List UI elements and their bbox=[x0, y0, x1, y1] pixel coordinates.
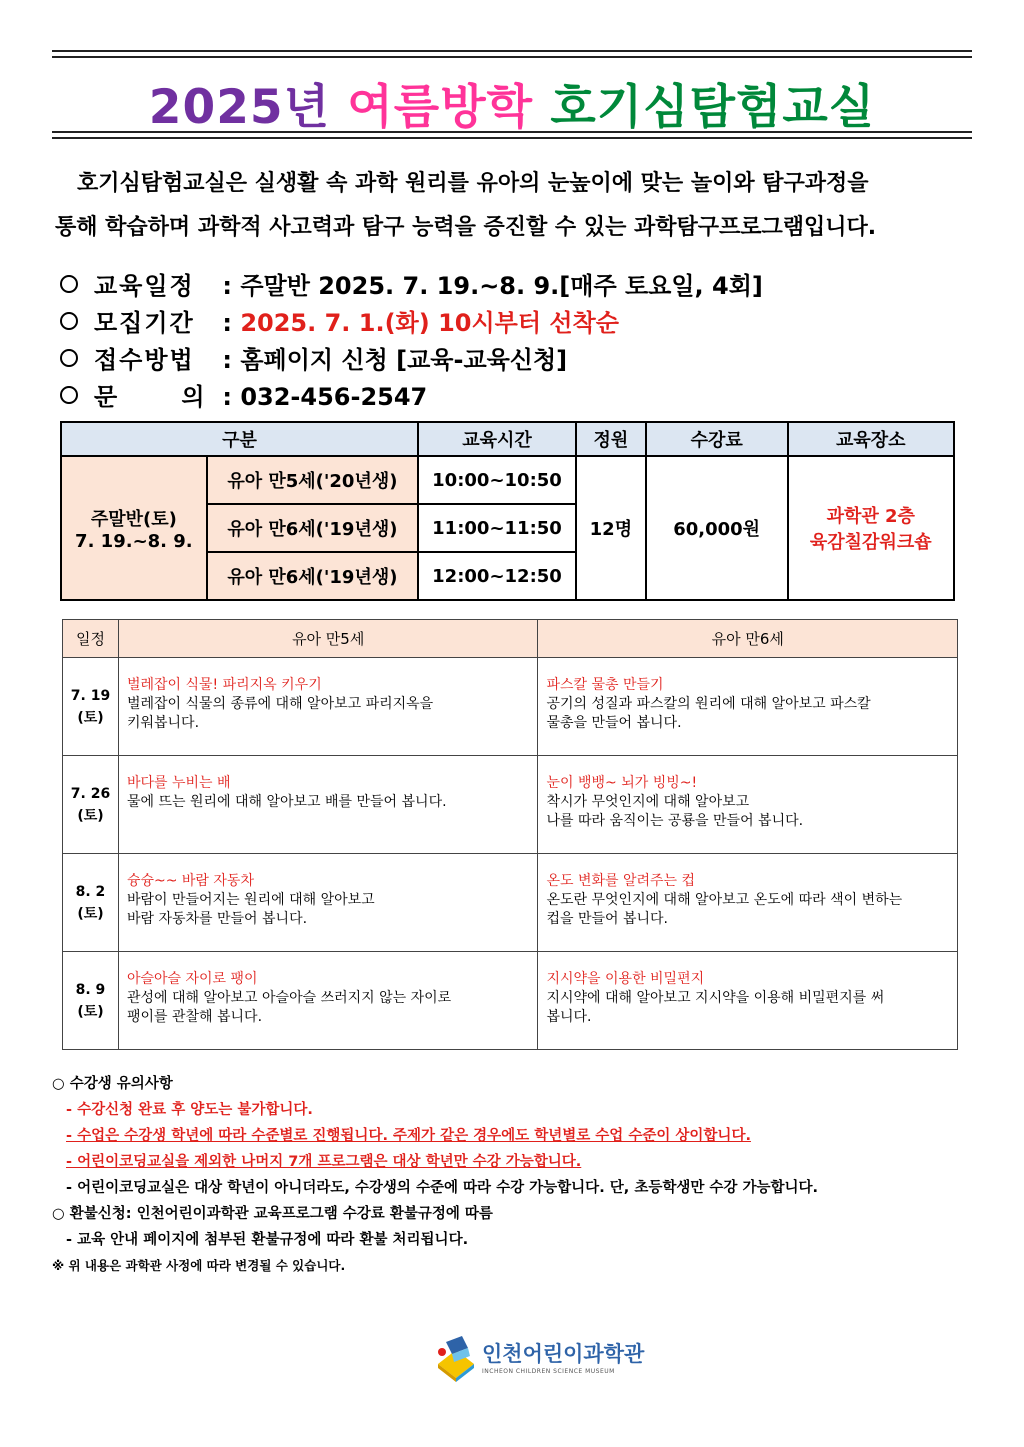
weekday-text: (토) bbox=[77, 807, 104, 824]
program-cell-age6 bbox=[538, 854, 958, 952]
date-text: 7. 26 bbox=[70, 785, 111, 802]
title-rule-bottom-2 bbox=[52, 137, 972, 139]
program-desc: 봅니다. bbox=[546, 1009, 592, 1025]
date-cell bbox=[63, 952, 119, 1050]
notes-heading-caution: ○ 수강생 유의사항 bbox=[52, 1076, 173, 1092]
museum-logo-name: 인천어린이과학관 bbox=[482, 1342, 645, 1366]
program-cell-age5 bbox=[118, 756, 538, 854]
program-desc: 물에 뜨는 원리에 대해 알아보고 배를 만들어 봅니다. bbox=[126, 794, 447, 810]
note-coding-class: - 어린이코딩교실은 대상 학년이 아니더라도, 수강생의 수준에 따라 수강 가능합니다. 단, 초등학생만 수강 가능합니다. bbox=[66, 1180, 819, 1196]
time-cell: 10:00~10:50 bbox=[418, 456, 576, 504]
weekday-text: (토) bbox=[77, 905, 104, 922]
fee-cell: 60,000원 bbox=[646, 456, 788, 600]
info-sep: : bbox=[222, 383, 232, 411]
header-age5: 유아 만5세 bbox=[118, 620, 538, 658]
program-title: 바다를 누비는 배 bbox=[126, 775, 231, 791]
info-sep: : bbox=[222, 346, 232, 374]
program-title: 눈이 뱅뱅~ 뇌가 빙빙~! bbox=[546, 775, 698, 791]
header-fee: 수강료 bbox=[646, 422, 788, 456]
info-label: 교육일정 bbox=[94, 272, 195, 300]
museum-logo-icon bbox=[432, 1334, 480, 1382]
info-list bbox=[60, 268, 763, 416]
header-time: 교육시간 bbox=[418, 422, 576, 456]
title-rule-bottom-1 bbox=[52, 131, 972, 133]
footnote: ※ 위 내용은 과학관 사정에 따라 변경될 수 있습니다. bbox=[52, 1258, 346, 1273]
note-level-by-grade: - 수업은 수강생 학년에 따라 수준별로 진행됩니다. 주제가 같은 경우에도 학년별로 수업 수준이 상이합니다. bbox=[66, 1128, 751, 1144]
info-value: 주말반 2025. 7. 19.~8. 9.[매주 토요일, 4회] bbox=[240, 272, 763, 300]
program-title: 슝슝~~ 바람 자동차 bbox=[126, 873, 254, 889]
title-summer: 여름방학 bbox=[347, 80, 533, 135]
program-desc: 지시약에 대해 알아보고 지시약을 이용해 비밀편지를 써 bbox=[546, 990, 885, 1006]
circle-bullet-icon bbox=[60, 312, 78, 330]
program-cell-age6 bbox=[538, 756, 958, 854]
header-age6: 유아 만6세 bbox=[538, 620, 958, 658]
program-cell-age6 bbox=[538, 952, 958, 1050]
program-table bbox=[62, 619, 958, 1050]
program-desc: 컵을 만들어 봅니다. bbox=[546, 911, 669, 927]
header-date: 일정 bbox=[63, 620, 119, 658]
program-title: 파스칼 물총 만들기 bbox=[546, 677, 664, 693]
place-line-1: 과학관 2층 bbox=[826, 506, 915, 527]
program-desc: 온도란 무엇인지에 대해 알아보고 온도에 따라 색이 변하는 bbox=[546, 892, 903, 908]
intro-line-2: 통해 학습하며 과학적 사고력과 탐구 능력을 증진할 수 있는 과학탐구프로그램입니다. bbox=[55, 215, 877, 240]
program-title: 아슬아슬 자이로 팽이 bbox=[126, 971, 258, 987]
intro-line-1: 호기심탐험교실은 실생활 속 과학 원리를 유아의 눈높이에 맞는 놀이와 탐구과정을 bbox=[77, 171, 869, 196]
program-title: 벌레잡이 식물! 파리지옥 키우기 bbox=[126, 677, 322, 693]
museum-logo bbox=[432, 1334, 645, 1384]
place-cell bbox=[788, 456, 954, 600]
info-label: 접수방법 bbox=[94, 346, 195, 374]
program-desc: 나를 따라 움직이는 공룡을 만들어 봅니다. bbox=[546, 813, 804, 829]
program-row bbox=[63, 658, 958, 756]
schedule-table bbox=[60, 421, 955, 601]
program-desc: 팽이를 관찰해 봅니다. bbox=[126, 1009, 263, 1025]
circle-bullet-icon bbox=[60, 275, 78, 293]
intro-paragraph bbox=[55, 162, 970, 250]
class-cell bbox=[61, 456, 207, 600]
program-desc: 물총을 만들어 봅니다. bbox=[546, 715, 682, 731]
program-cell-age5 bbox=[118, 854, 538, 952]
title-year: 2025년 bbox=[148, 80, 331, 135]
program-desc: 착시가 무엇인지에 대해 알아보고 bbox=[546, 794, 750, 810]
program-desc: 관성에 대해 알아보고 아슬아슬 쓰러지지 않는 자이로 bbox=[126, 990, 452, 1006]
schedule-row bbox=[61, 456, 954, 504]
program-desc: 키워봅니다. bbox=[126, 715, 200, 731]
program-row bbox=[63, 854, 958, 952]
note-target-grade-only: - 어린이코딩교실을 제외한 나머지 7개 프로그램은 대상 학년만 수강 가능합니다. bbox=[66, 1154, 582, 1170]
title-rule-top-1 bbox=[52, 50, 972, 52]
program-cell-age5 bbox=[118, 658, 538, 756]
info-value: 2025. 7. 1.(화) 10시부터 선착순 bbox=[240, 309, 619, 337]
program-desc: 벌레잡이 식물의 종류에 대해 알아보고 파리지옥을 bbox=[126, 696, 434, 712]
group-cell: 유아 만5세('20년생) bbox=[207, 456, 418, 504]
circle-bullet-icon bbox=[60, 386, 78, 404]
header-place: 교육장소 bbox=[788, 422, 954, 456]
class-dates: 7. 19.~8. 9. bbox=[75, 530, 193, 552]
weekday-text: (토) bbox=[77, 709, 104, 726]
weekday-text: (토) bbox=[77, 1003, 104, 1020]
place-line-2: 육감칠감워크숍 bbox=[809, 532, 932, 553]
header-capacity: 정원 bbox=[576, 422, 646, 456]
info-label: 문 의 bbox=[94, 383, 207, 411]
date-text: 8. 2 bbox=[75, 883, 106, 900]
class-name: 주말반(토) bbox=[90, 508, 177, 530]
info-apply-method bbox=[60, 342, 763, 379]
time-cell: 11:00~11:50 bbox=[418, 504, 576, 552]
date-cell bbox=[63, 756, 119, 854]
date-text: 7. 19 bbox=[70, 687, 111, 704]
museum-logo-subtitle: INCHEON CHILDREN SCIENCE MUSEUM bbox=[482, 1368, 615, 1375]
info-sep: : bbox=[222, 272, 232, 300]
info-sep: : bbox=[222, 309, 232, 337]
program-title: 온도 변화를 알려주는 컵 bbox=[546, 873, 696, 889]
capacity-cell: 12명 bbox=[576, 456, 646, 600]
note-no-transfer: - 수강신청 완료 후 양도는 불가합니다. bbox=[66, 1102, 313, 1118]
program-desc: 바람 자동차를 만들어 봅니다. bbox=[126, 911, 308, 927]
program-row bbox=[63, 756, 958, 854]
program-row bbox=[63, 952, 958, 1050]
info-schedule bbox=[60, 268, 763, 305]
title-rule-top-2 bbox=[52, 56, 972, 58]
header-category: 구분 bbox=[61, 422, 418, 456]
program-desc: 바람이 만들어지는 원리에 대해 알아보고 bbox=[126, 892, 375, 908]
notes-heading-refund: ○ 환불신청: 인천어린이과학관 교육프로그램 수강료 환불규정에 따름 bbox=[52, 1206, 493, 1222]
schedule-header-row bbox=[61, 422, 954, 456]
program-header-row bbox=[63, 620, 958, 658]
circle-bullet-icon bbox=[60, 349, 78, 367]
group-cell: 유아 만6세('19년생) bbox=[207, 504, 418, 552]
info-value: 홈페이지 신청 [교육-교육신청] bbox=[240, 346, 568, 374]
program-cell-age6 bbox=[538, 658, 958, 756]
page-title bbox=[52, 70, 972, 137]
info-value: 032-456-2547 bbox=[240, 383, 428, 411]
note-refund: - 교육 안내 페이지에 첨부된 환불규정에 따라 환불 처리됩니다. bbox=[66, 1232, 469, 1248]
title-program: 호기심탐험교실 bbox=[550, 80, 876, 135]
program-title: 지시약을 이용한 비밀편지 bbox=[546, 971, 705, 987]
group-cell: 유아 만6세('19년생) bbox=[207, 552, 418, 600]
time-cell: 12:00~12:50 bbox=[418, 552, 576, 600]
info-recruit-period bbox=[60, 305, 763, 342]
program-desc: 공기의 성질과 파스칼의 원리에 대해 알아보고 파스칼 bbox=[546, 696, 871, 712]
notes-section bbox=[52, 1071, 818, 1279]
date-text: 8. 9 bbox=[75, 981, 106, 998]
info-label: 모집기간 bbox=[94, 309, 195, 337]
date-cell bbox=[63, 854, 119, 952]
program-cell-age5 bbox=[118, 952, 538, 1050]
info-contact bbox=[60, 379, 763, 416]
date-cell bbox=[63, 658, 119, 756]
